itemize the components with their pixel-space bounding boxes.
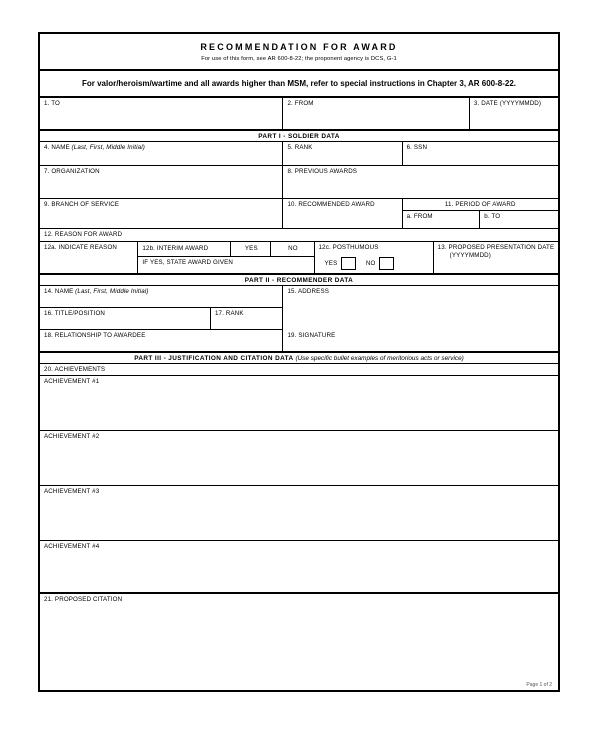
field-recommender-name[interactable] [40,286,283,308]
interim-yes-label: YES [244,245,258,252]
field-previous-awards[interactable] [283,166,558,199]
field-reason-for-award-label: 12. REASON FOR AWARD [44,231,123,238]
field-period-to-label: b. TO [484,212,501,220]
recommender-relationship-row [40,330,558,352]
posthumous-yes-label: YES [324,259,338,267]
field-period-from[interactable] [403,211,481,228]
field-indicate-reason-label: 12a. INDICATE REASON [44,244,118,251]
part3-bar [40,352,558,364]
page-footer: Page 1 of 2 [526,682,552,688]
field-organization-label: 7. ORGANIZATION [44,168,100,175]
field-achievement-4-label: ACHIEVEMENT #4 [44,543,100,550]
organization-row [40,166,558,199]
if-yes-row[interactable] [138,257,313,267]
interim-no-label: NO [288,245,298,252]
proposed-citation-row [40,594,558,699]
field-recommender-address[interactable] [283,286,558,308]
field-proposed-presentation-date[interactable] [434,242,558,274]
field-soldier-rank-label: 5. RANK [287,144,313,151]
field-recommender-name-label: 14. NAME [44,288,74,295]
posthumous-no-checkbox[interactable] [379,257,394,270]
field-indicate-reason[interactable] [40,242,138,274]
field-achievement-2[interactable] [40,431,558,486]
field-proposed-presentation-label: 13. PROPOSED PRESENTATION DATE [437,244,555,251]
achievement-2-row [40,431,558,486]
field-soldier-rank[interactable] [283,142,402,166]
field-period-of-award [403,199,558,229]
field-proposed-citation[interactable] [40,594,558,699]
field-signature-label: 19. SIGNATURE [287,332,336,339]
field-title-position[interactable] [40,308,211,330]
interim-award-header [138,242,313,257]
field-to-label: 1. TO [44,100,60,107]
field-achievement-2-label: ACHIEVEMENT #2 [44,433,100,440]
field-posthumous [315,242,434,274]
achievement-3-row [40,486,558,541]
field-recommended-award-label: 10. RECOMMENDED AWARD [287,201,375,208]
field-achievement-3[interactable] [40,486,558,541]
field-soldier-name-note: (Last, First, Middle Initial) [71,144,146,151]
field-achievements [40,364,558,376]
field-interim-award-label: 12b. INTERIM AWARD [142,245,209,252]
field-achievement-4[interactable] [40,541,558,594]
field-branch-of-service-label: 9. BRANCH OF SERVICE [44,201,120,208]
award-recommendation-form [38,32,560,692]
part3-bar-note: (Use specific bullet examples of meritorious acts or service) [295,354,464,362]
reason-detail-row [40,242,558,274]
part1-bar: PART I - SOLDIER DATA [40,130,558,142]
achievement-1-row [40,376,558,431]
recommender-title-row [40,308,558,330]
reason-row [40,229,558,242]
recommender-identity-row [40,286,558,308]
addressing-row [40,98,558,130]
field-relationship-to-awardee-label: 18. RELATIONSHIP TO AWARDEE [44,332,146,339]
if-yes-state-award-label: IF YES, STATE AWARD GIVEN [142,259,234,266]
posthumous-no-label: NO [365,259,376,267]
recommender-address-continued[interactable] [283,308,558,330]
field-interim-award [138,242,314,274]
field-previous-awards-label: 8. PREVIOUS AWARDS [287,168,358,175]
interim-yes-cell[interactable] [231,242,271,257]
field-reason-for-award[interactable] [40,229,558,242]
field-period-to[interactable] [480,211,558,228]
field-date-label: 3. DATE (YYYYMMDD) [473,100,542,107]
posthumous-yes-checkbox[interactable] [341,257,356,270]
interim-no-cell[interactable] [271,242,313,257]
field-proposed-presentation-format: (YYYYMMDD) [449,251,492,259]
form-header [40,34,558,71]
field-soldier-name-label: 4. NAME [44,144,70,151]
form-title: RECOMMENDATION FOR AWARD [200,42,398,52]
period-of-award-header [403,199,558,211]
part2-bar: PART II - RECOMMENDER DATA [40,274,558,286]
field-recommender-rank-label: 17. RANK [214,310,244,317]
field-branch-of-service[interactable] [40,199,283,229]
field-recommended-award[interactable] [283,199,402,229]
period-subrow [403,211,558,228]
field-title-position-label: 16. TITLE/POSITION [44,310,106,317]
field-soldier-ssn[interactable] [403,142,558,166]
field-recommender-address-label: 15. ADDRESS [287,288,329,295]
field-recommender-rank[interactable] [211,308,284,330]
part3-bar-title: PART III - JUSTIFICATION AND CITATION DATA [134,354,294,362]
field-achievement-3-label: ACHIEVEMENT #3 [44,488,100,495]
award-details-row [40,199,558,229]
field-from-label: 2. FROM [287,100,314,107]
field-achievement-1-label: ACHIEVEMENT #1 [44,378,100,385]
field-to[interactable] [40,98,283,130]
field-signature[interactable] [283,330,558,352]
field-soldier-name[interactable] [40,142,283,166]
interim-award-label-cell [138,242,231,257]
field-achievements-label: 20. ACHIEVEMENTS [44,366,106,373]
posthumous-options [319,257,430,270]
soldier-identity-row [40,142,558,166]
valor-instruction: For valor/heroism/wartime and all awards higher than MSM, refer to special instructions in Chapter 3, AR 600-8-22. [40,71,558,98]
field-organization[interactable] [40,166,283,199]
field-from[interactable] [283,98,469,130]
field-soldier-ssn-label: 6. SSN [406,144,428,151]
proposed-presentation-format [438,252,555,260]
form-subtitle: For use of this form, see AR 600-8-22; the proponent agency is DCS, G-1 [201,56,397,62]
field-period-from-label: a. FROM [406,212,433,220]
achievements-header-row [40,364,558,376]
field-period-of-award-label: 11. PERIOD OF AWARD [444,201,516,208]
field-proposed-citation-label: 21. PROPOSED CITATION [44,596,123,603]
field-date[interactable] [470,98,558,130]
field-achievement-1[interactable] [40,376,558,431]
field-relationship-to-awardee[interactable] [40,330,283,352]
field-recommender-name-note: (Last, First, Middle Initial) [75,288,149,295]
achievement-4-row [40,541,558,594]
field-posthumous-label: 12c. POSTHUMOUS [318,244,379,251]
